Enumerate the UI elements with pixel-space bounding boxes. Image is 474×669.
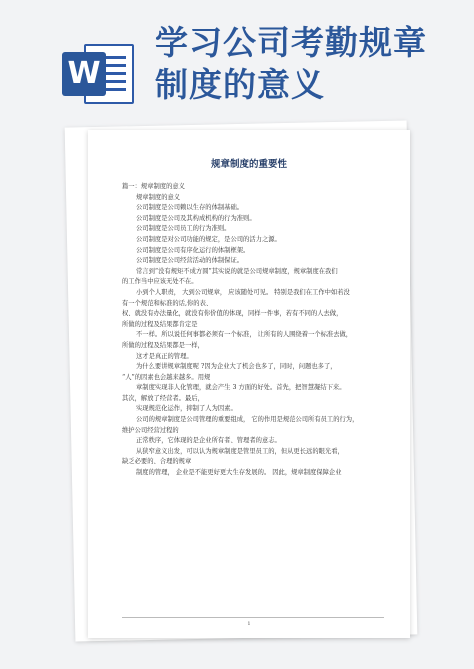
document-line: 这才是真正的管理。	[136, 352, 193, 360]
document-line: 为什么要讲规章制度呢 ?因为企业大了机会也多了，同时，问题也多了，	[136, 363, 337, 371]
banner-title	[155, 22, 455, 106]
banner-title-line-2: 制度的意义	[155, 65, 325, 104]
document-line: 公司制度是公司及其构成机构的行为准则。	[136, 214, 256, 222]
document-line: 所做的过程及结果都肯定是	[122, 320, 198, 328]
document-title: 规章制度的重要性	[210, 159, 287, 170]
document-line: 公司制度是公司有序化运行的体制框架。	[136, 246, 250, 254]
document-line: 常言到“没有规矩不成方圆”其实说的就是公司规章制度，规章制度在我们	[136, 267, 338, 275]
document-line: 实现规范化运作，抑制了人为因素。	[136, 405, 237, 413]
banner-header	[0, 0, 474, 125]
document-line: 权、就没有办法量化，就没有你价值的体现，同样一件事，若有不同的人去做，	[122, 310, 343, 318]
document-line: 从狭窄意义出发，可以认为规章制度是管里员工的，但从更长远的眼光看，	[136, 447, 344, 455]
document-line: 所做的过程及结果都是一样，	[122, 341, 204, 349]
document-line: 有一个规范和标准的话,你的表、	[122, 299, 213, 307]
document-line: 缺乏必要的、合理的规章	[122, 458, 192, 466]
document-line: 公司的规章制度是公司管理的重要组成， 它的作用是规范公司所有员工的行为，	[136, 416, 359, 424]
document-line: 公司制度是公司赖以生存的体制基础。	[136, 204, 244, 212]
document-page	[88, 130, 410, 638]
document-line: 公司制度是公司员工的行为准则。	[136, 225, 231, 233]
word-document-icon	[62, 38, 136, 108]
document-body	[122, 182, 384, 479]
document-line: 章制度实现非人化管理，就会产生 3 方面的好处。首先，把智慧凝结下来。	[136, 384, 346, 392]
word-badge: W	[62, 52, 106, 96]
document-line: 规章制度的意义	[136, 193, 181, 201]
document-line: 公司制度是公司经营活动的体制保证。	[136, 257, 244, 265]
document-line: 正常秩序，它体现的是企业所有者、管理者的意志。	[136, 437, 281, 445]
footer-rule	[122, 617, 384, 618]
document-line: “人”的因素也会越来越多。用规	[122, 373, 211, 381]
document-line: 公司制度是对公司功能的规定，是公司的活力之源。	[136, 235, 281, 243]
document-line: 其次，解放了经营者。最后，	[122, 394, 204, 402]
document-line: 的工作当中应该无处不在。	[122, 278, 198, 286]
document-line: 小到个人职责， 大到公司规章， 应该随处可见。 特别是我们在工作中如若没	[136, 288, 350, 296]
document-line: 篇一：规章制度的意义	[122, 183, 185, 190]
banner-title-line-1: 学习公司考勤规章	[155, 23, 427, 62]
document-line: 不一样。所以说任何事都必须有一个标准， 让所有的人围绕着一个标准去做，	[136, 331, 353, 339]
page-number: 1	[247, 621, 251, 627]
document-line: 制度的管理， 企业是不能更好更大生存发展的。 因此，规章制度保障企业	[136, 469, 342, 477]
document-line: 维护公司经营过程的	[122, 426, 179, 434]
